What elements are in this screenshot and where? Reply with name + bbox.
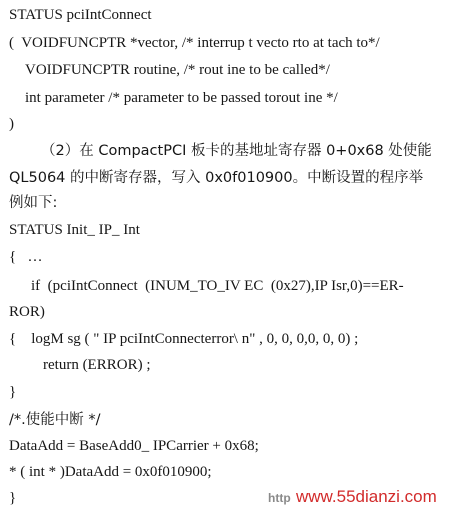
paragraph-line-3: 例如下:: [9, 195, 58, 211]
code-line-8: if (pciIntConnect (INUM_TO_IV EC (0x27),IP Isr,0)==ER-: [31, 278, 404, 294]
paragraph-line-1: （2）在 CompactPCI 板卡的基地址寄存器 0+0x68 处使能: [41, 143, 432, 159]
code-line-9: ROR): [9, 304, 45, 320]
code-line-13: DataAdd = BaseAdd0_ IPCarrier + 0x68;: [9, 438, 259, 454]
code-line-7: { …: [9, 249, 43, 265]
watermark-url: www.55dianzi.com: [296, 487, 437, 506]
code-line-15: }: [9, 490, 17, 506]
code-line-6: STATUS Init_ IP_ Int: [9, 222, 140, 238]
code-line-3: VOIDFUNCPTR routine, /* rout ine to be called*/: [25, 62, 330, 78]
code-comment-line: /*.使能中断 */: [9, 412, 101, 428]
code-line-11: return (ERROR) ;: [43, 357, 151, 373]
code-line-2: ( VOIDFUNCPTR *vector, /* interrup t vecto rto at tach to*/: [9, 35, 380, 51]
code-line-4: int parameter /* parameter to be passed torout ine */: [25, 90, 338, 106]
code-line-10: { logM sg ( " IP pciIntConnecterror\ n" , 0, 0, 0,0, 0, 0) ;: [9, 331, 359, 347]
code-line-12: }: [9, 384, 17, 400]
paragraph-line-2: QL5064 的中断寄存器，写入 0x0f010900。中断设置的程序举: [9, 170, 424, 186]
code-line-1: STATUS pciIntConnect: [9, 7, 152, 23]
code-line-14: * ( int * )DataAdd = 0x0f010900;: [9, 464, 212, 480]
code-line-5: ): [9, 116, 14, 132]
watermark-http: http: [268, 491, 291, 505]
